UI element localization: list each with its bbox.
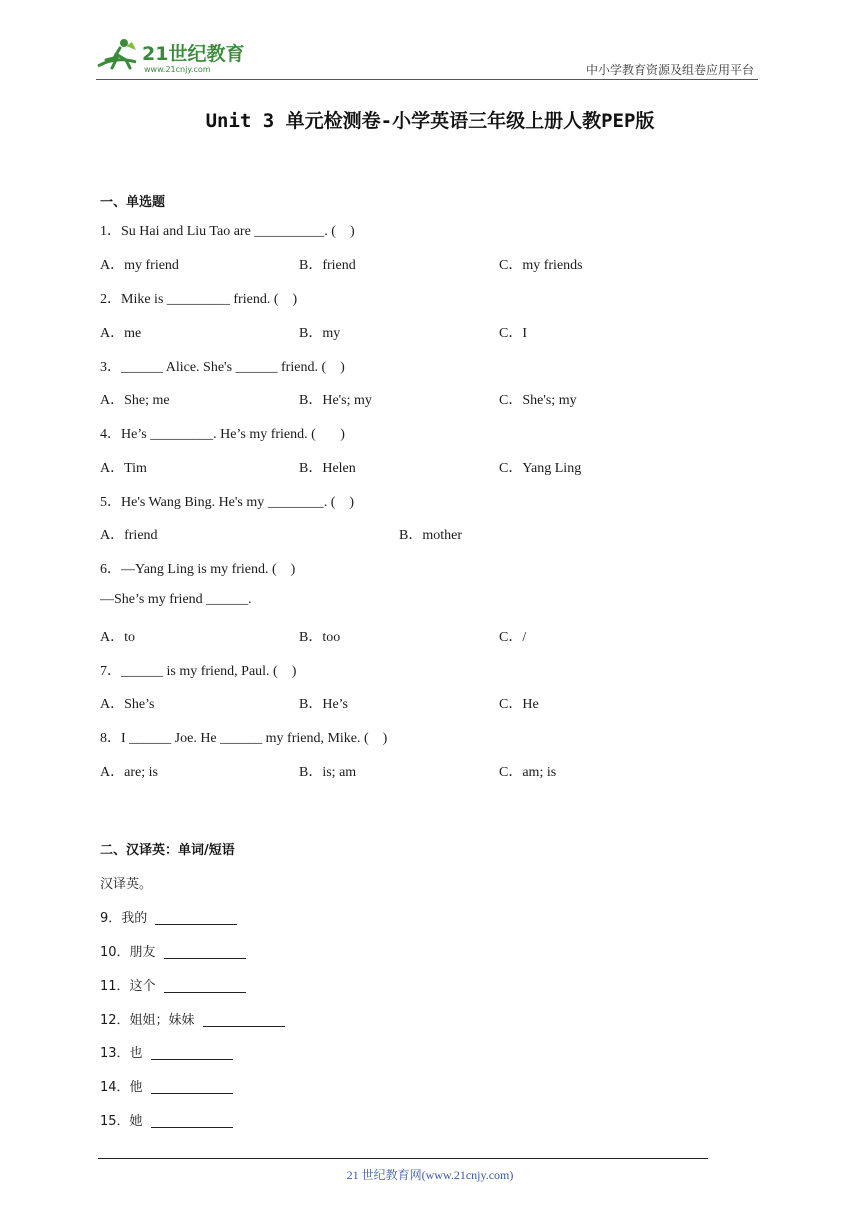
section-title-translation: 二、汉译英：单词/短语 <box>100 843 235 858</box>
answer-blank[interactable] <box>151 1113 233 1128</box>
answer-blank[interactable] <box>151 1079 233 1094</box>
page-header <box>96 36 758 80</box>
answer-blank[interactable] <box>164 944 246 959</box>
option-b: B．mother <box>399 528 462 543</box>
translation-item <box>100 1009 285 1029</box>
translation-item <box>100 1042 233 1062</box>
question-stem: 7．______ is my friend, Paul. ( ) <box>100 664 297 679</box>
question-stem: 1．Su Hai and Liu Tao are __________. ( ) <box>100 224 355 239</box>
footer-link[interactable]: 21 世纪教育网(www.21cnjy.com) <box>346 1168 514 1182</box>
option-a: A．friend <box>100 528 158 543</box>
option-b: B．friend <box>299 258 356 273</box>
option-a: A．She; me <box>100 393 170 408</box>
option-b: B．my <box>299 326 341 341</box>
header-divider <box>96 79 758 80</box>
question-stem: 8．I ______ Joe. He ______ my friend, Mike. ( ) <box>100 731 388 746</box>
option-c: C．am; is <box>499 765 557 780</box>
question-stem: 6．—Yang Ling is my friend. ( ) <box>100 562 296 577</box>
option-b: B．Helen <box>299 461 356 476</box>
option-c: C．I <box>499 326 527 341</box>
option-c: C．He <box>499 697 539 712</box>
translation-item <box>100 1110 233 1130</box>
item-label: 13．也 <box>100 1046 143 1061</box>
option-c: C．my friends <box>499 258 583 273</box>
option-a: A．Tim <box>100 461 147 476</box>
question-stem: 3．______ Alice. She's ______ friend. ( ) <box>100 360 345 375</box>
translation-item <box>100 907 237 927</box>
item-label: 10．朋友 <box>100 945 156 960</box>
item-label: 12．姐姐；妹妹 <box>100 1013 195 1028</box>
option-b: B．too <box>299 630 341 645</box>
site-logo <box>96 36 266 78</box>
option-a: A．are; is <box>100 765 158 780</box>
item-label: 14．他 <box>100 1080 143 1095</box>
item-label: 15．她 <box>100 1114 143 1129</box>
option-a: A．to <box>100 630 135 645</box>
option-c: C．Yang Ling <box>499 461 582 476</box>
logo-text: 21世纪教育 <box>142 43 245 65</box>
option-a: A．me <box>100 326 142 341</box>
document-title: Unit 3 单元检测卷-小学英语三年级上册人教PEP版 <box>205 110 655 132</box>
translation-item <box>100 975 246 995</box>
answer-blank[interactable] <box>203 1012 285 1027</box>
option-a: A．She’s <box>100 697 155 712</box>
option-b: B．He’s <box>299 697 348 712</box>
translation-item <box>100 1076 233 1096</box>
option-c: C．/ <box>499 630 527 645</box>
question-stem: 2．Mike is _________ friend. ( ) <box>100 292 298 307</box>
answer-blank[interactable] <box>164 978 246 993</box>
section-title-single-choice: 一、单选题 <box>100 195 166 210</box>
option-b: B．is; am <box>299 765 357 780</box>
option-c: C．She's; my <box>499 393 577 408</box>
header-platform-text: 中小学教育资源及组卷应用平台 <box>585 63 754 77</box>
translation-item <box>100 941 246 961</box>
footer-divider <box>98 1158 708 1159</box>
question-stem: 5．He's Wang Bing. He's my ________. ( ) <box>100 495 355 510</box>
logo-url: www.21cnjy.com <box>144 65 211 74</box>
section-instruction: 汉译英。 <box>100 877 153 892</box>
answer-blank[interactable] <box>155 910 237 925</box>
option-a: A．my friend <box>100 258 179 273</box>
option-b: B．He's; my <box>299 393 372 408</box>
question-stem-reply: —She’s my friend ______. <box>100 592 252 607</box>
item-label: 9．我的 <box>100 911 148 926</box>
answer-blank[interactable] <box>151 1045 233 1060</box>
question-stem: 4．He’s _________. He’s my friend. ( ) <box>100 427 345 442</box>
item-label: 11．这个 <box>100 979 156 994</box>
